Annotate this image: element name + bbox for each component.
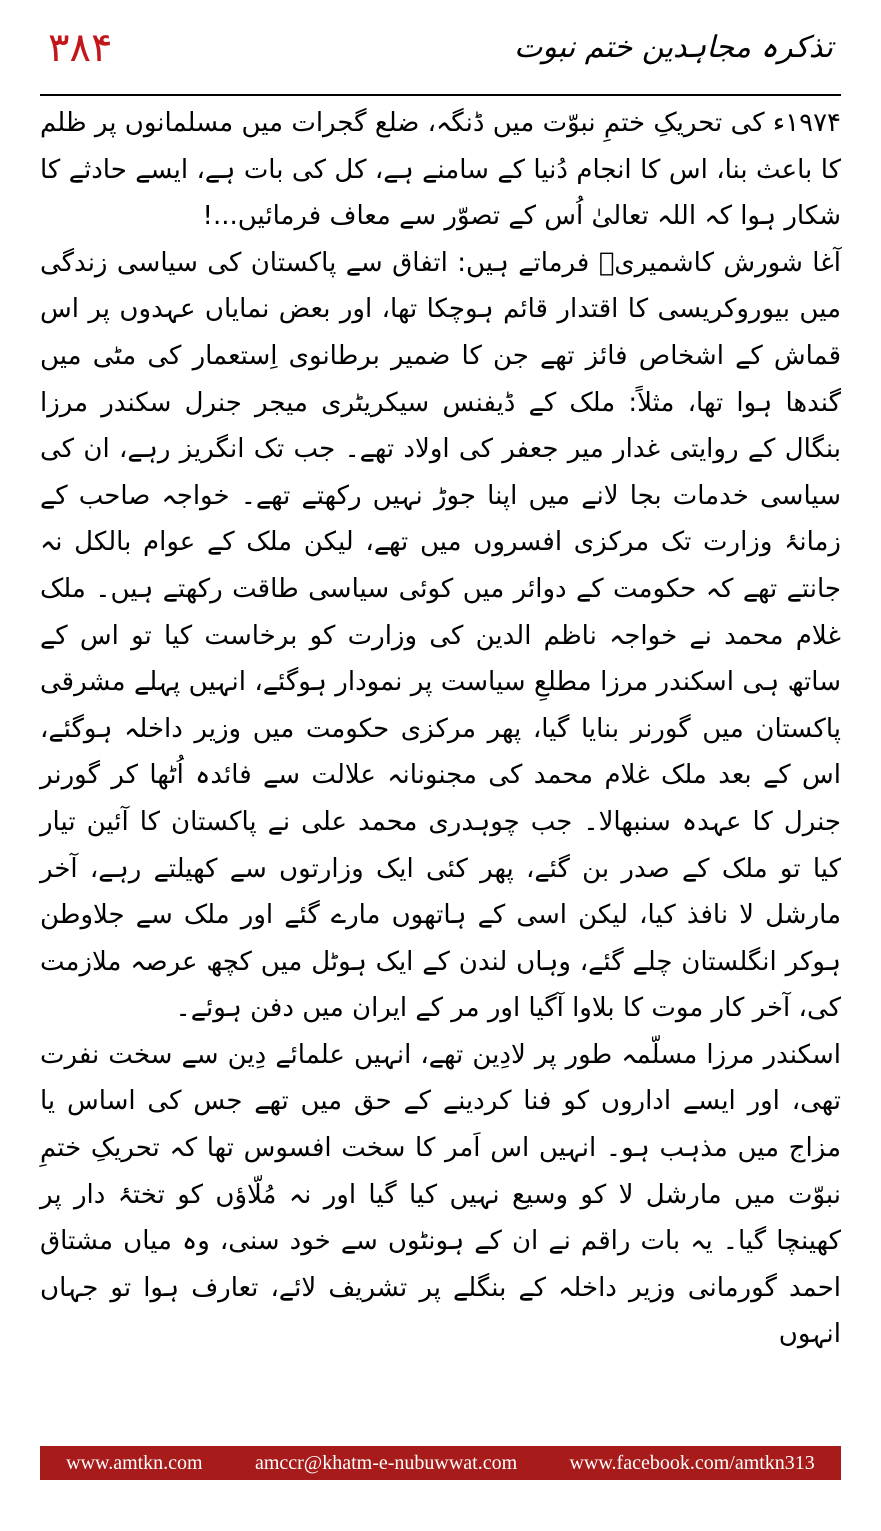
footer-website-link[interactable]: www.amtkn.com bbox=[66, 1451, 203, 1474]
paragraph-2: آغا شورش کاشمیریؒ فرماتے ہیں: اتفاق سے پاکستان کی سیاسی زندگی میں بیوروکریسی کا اقتدار قائم ہوچکا تھا، اور بعض نمایاں عہدوں پر اس قماش کے اشخاص فائز تھے جن کا ضمیر برطانوی اِستعمار کی مٹی میں گندھا ہوا تھا، مثلاً: ملک کے ڈیفنس سیکریٹری میجر جنرل سکندر مرزا بنگال کے روایتی غدار میر جعفر کی اولاد تھے۔ جب تک انگریز رہے، ان کی سیاسی خدمات بجا لانے میں اپنا جوڑ نہیں رکھتے تھے۔ خواجہ صاحب کے زمانۂ وزارت تک مرکزی افسروں میں تھے، لیکن ملک کے عوام بالکل نہ جانتے تھے کہ حکومت کے دوائر میں کوئی سیاسی طاقت رکھتے ہیں۔ ملک غلام محمد نے خواجہ ناظم الدین کی وزارت کو برخاست کیا تو اس کے ساتھ ہی اسکندر مرزا مطلعِ سیاست پر نمودار ہوگئے، انہیں پہلے مشرقی پاکستان میں گورنر بنایا گیا، پھر مرکزی حکومت میں وزیر داخلہ ہوگئے، اس کے بعد ملک غلام محمد کی مجنونانہ علالت سے فائدہ اُٹھا کر گورنر جنرل کا عہدہ سنبھالا۔ جب چوہدری محمد علی نے پاکستان کا آئین تیار کیا تو ملک کے صدر بن گئے، پھر کئی ایک وزارتوں سے کھیلتے رہے، آخر مارشل لا نافذ کیا، لیکن اسی کے ہاتھوں مارے گئے اور ملک سے جلاوطن ہوکر انگلستان چلے گئے، وہاں لندن کے ایک ہوٹل میں کچھ عرصہ ملازمت کی، آخر کار موت کا بلاوا آگیا اور مر کے ایران میں دفن ہوئے۔ bbox=[40, 247, 841, 1024]
footer-facebook-link[interactable]: www.facebook.com/amtkn313 bbox=[569, 1451, 815, 1474]
book-title: تذکرہ مجاہدین ختم نبوت bbox=[514, 30, 833, 65]
page-body bbox=[40, 100, 841, 1358]
footer-bar bbox=[40, 1446, 841, 1480]
page-number: ۳۸۴ bbox=[48, 25, 113, 71]
paragraph-3: اسکندر مرزا مسلّمہ طور پر لادِین تھے، انہیں علمائے دِین سے سخت نفرت تھی، اور ایسے اداروں کو فنا کردینے کے حق میں تھے جس کی اساس یا مزاج میں مذہب ہو۔ انہیں اس اَمر کا سخت افسوس تھا کہ تحریکِ ختمِ نبوّت میں مارشل لا کو وسیع نہیں کیا گیا اور نہ مُلّاؤں کو تختۂ دار پر کھینچا گیا۔ یہ بات راقم نے ان کے ہونٹوں سے خود سنی، وہ میاں مشتاق احمد گورمانی وزیر داخلہ کے بنگلے پر تشریف لائے، تعارف ہوا تو جہاں انہوں bbox=[40, 1039, 841, 1350]
header-divider bbox=[40, 94, 841, 96]
footer-email-link[interactable]: amccr@khatm-e-nubuwwat.com bbox=[254, 1451, 518, 1474]
paragraph-1: ۱۹۷۴ء کی تحریکِ ختمِ نبوّت میں ڈنگہ، ضلع گجرات میں مسلمانوں پر ظلم کا باعث بنا، اس کا انجام دُنیا کے سامنے ہے، کل کی بات ہے، ایسے حادثے کا شکار ہوا کہ اللہ تعالیٰ اُس کے تصوّر سے معاف فرمائیں...! bbox=[40, 108, 841, 232]
